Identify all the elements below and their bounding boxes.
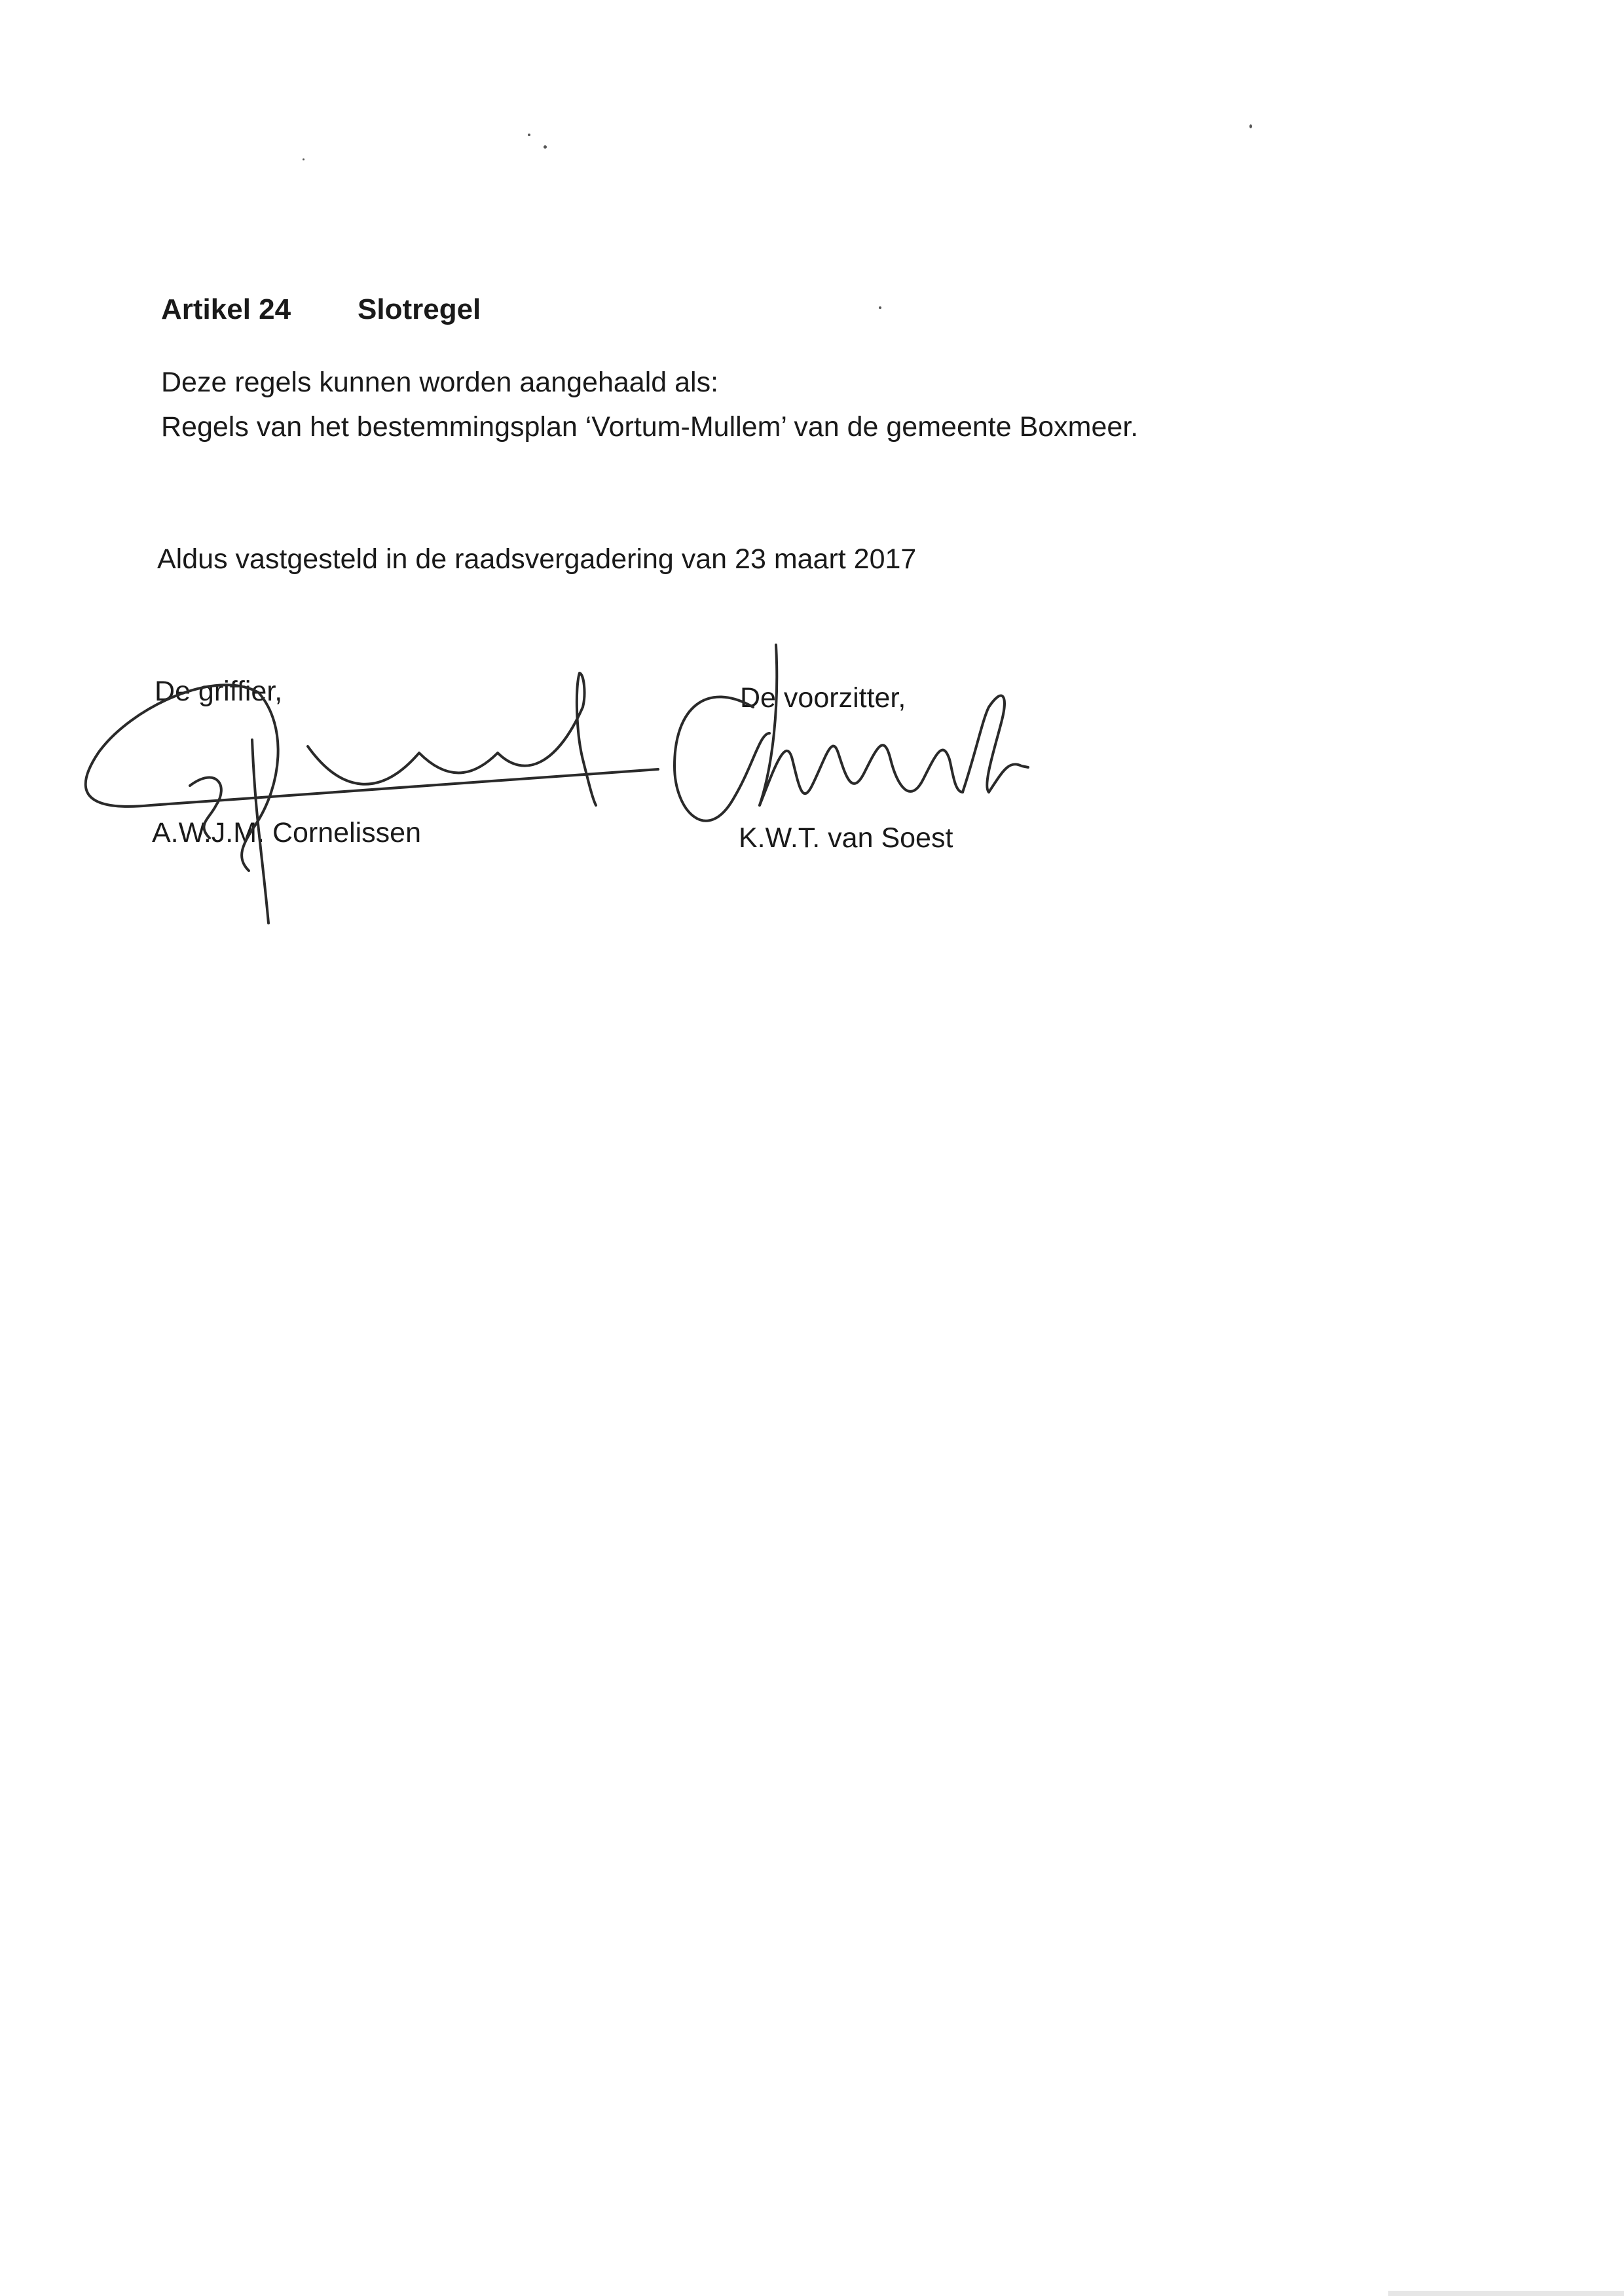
griffier-name: A.W.J.M. Cornelissen: [152, 817, 421, 848]
citation-title: Regels van het bestemmingsplan ‘Vortum-Mullem’ van de gemeente Boxmeer.: [161, 411, 1139, 443]
voorzitter-title: De voorzitter,: [740, 682, 906, 714]
citation-intro: Deze regels kunnen worden aangehaald als:: [161, 367, 719, 398]
voorzitter-signature: [674, 645, 1028, 821]
scan-edge-shadow: [1388, 2291, 1624, 2296]
griffier-title: De griffier,: [155, 676, 283, 707]
article-heading: [161, 293, 481, 326]
scan-speck: [528, 134, 530, 136]
scan-speck: [544, 145, 547, 149]
article-title: Slotregel: [358, 293, 481, 325]
griffier-signature: [86, 673, 658, 923]
adoption-statement: Aldus vastgesteld in de raadsvergadering van 23 maart 2017: [157, 543, 917, 575]
article-number: Artikel 24: [161, 293, 291, 325]
scan-speck: [303, 158, 304, 160]
voorzitter-name: K.W.T. van Soest: [739, 822, 953, 854]
scan-speck: [1249, 124, 1252, 128]
scan-speck: [879, 306, 881, 309]
